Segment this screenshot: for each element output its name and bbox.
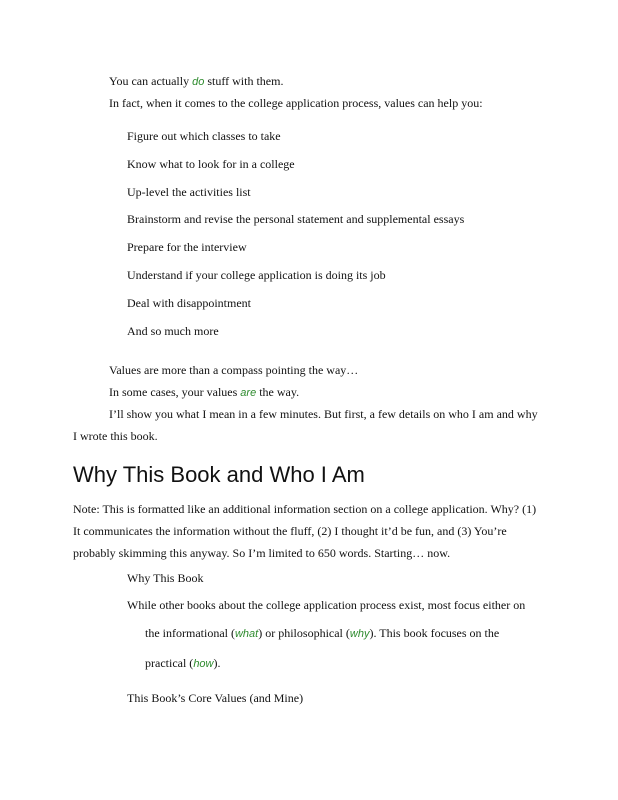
show-line-1: I’ll show you what I mean in a few minutes. But first, a few details on who I am and why — [109, 407, 538, 421]
intro-line-2: In fact, when it comes to the college application process, values can help you: — [109, 96, 483, 110]
sub1-line-2-a: the informational ( — [145, 626, 235, 640]
compass-line: Values are more than a compass pointing the way… — [109, 363, 359, 377]
list-item: And so much more — [127, 324, 219, 338]
sub1-line-3 — [145, 656, 221, 671]
list-item: Up-level the activities list — [127, 185, 251, 199]
emphasis-how: how — [193, 658, 214, 670]
subsection-title-core-values: This Book’s Core Values (and Mine) — [127, 691, 304, 705]
intro-line-1-tail: stuff with them. — [204, 74, 284, 88]
emphasis-why: why — [349, 628, 370, 640]
emphasis-what: what — [234, 628, 259, 640]
way-line-text: In some cases, your values — [109, 385, 241, 399]
list-item: Figure out which classes to take — [127, 129, 281, 143]
sub1-line-2-c: ). This book focuses on the — [369, 626, 500, 640]
list-item: Prepare for the interview — [127, 240, 247, 254]
emphasis-do: do — [192, 76, 205, 88]
note-line-3: probably skimming this anyway. So I’m limited to 650 words. Starting… now. — [73, 546, 451, 560]
intro-line-1-text: You can actually — [109, 74, 193, 88]
subsection-title-why-this-book: Why This Book — [127, 571, 204, 585]
sub1-line-1: While other books about the college application process exist, most focus either on — [127, 598, 526, 612]
note-line-2: It communicates the information without the fluff, (2) I thought it’d be fun, and (3) You’re — [73, 524, 507, 538]
intro-line-1 — [109, 74, 283, 89]
sub1-line-2-b: ) or philosophical ( — [258, 626, 350, 640]
show-line-2: I wrote this book. — [73, 429, 158, 443]
note-line-1: Note: This is formatted like an additional information section on a college application. Why? (1) — [73, 502, 537, 516]
way-line — [109, 385, 299, 400]
list-item: Deal with disappointment — [127, 296, 251, 310]
way-line-tail: the way. — [256, 385, 300, 399]
emphasis-are: are — [240, 387, 257, 399]
section-heading: Why This Book and Who I Am — [73, 462, 365, 487]
sub1-line-3-a: practical ( — [145, 656, 194, 670]
list-item: Brainstorm and revise the personal statement and supplemental essays — [127, 212, 465, 226]
sub1-line-2 — [145, 626, 499, 641]
sub1-line-3-b: ). — [213, 656, 221, 670]
list-item: Understand if your college application is doing its job — [127, 268, 386, 282]
list-item: Know what to look for in a college — [127, 157, 295, 171]
